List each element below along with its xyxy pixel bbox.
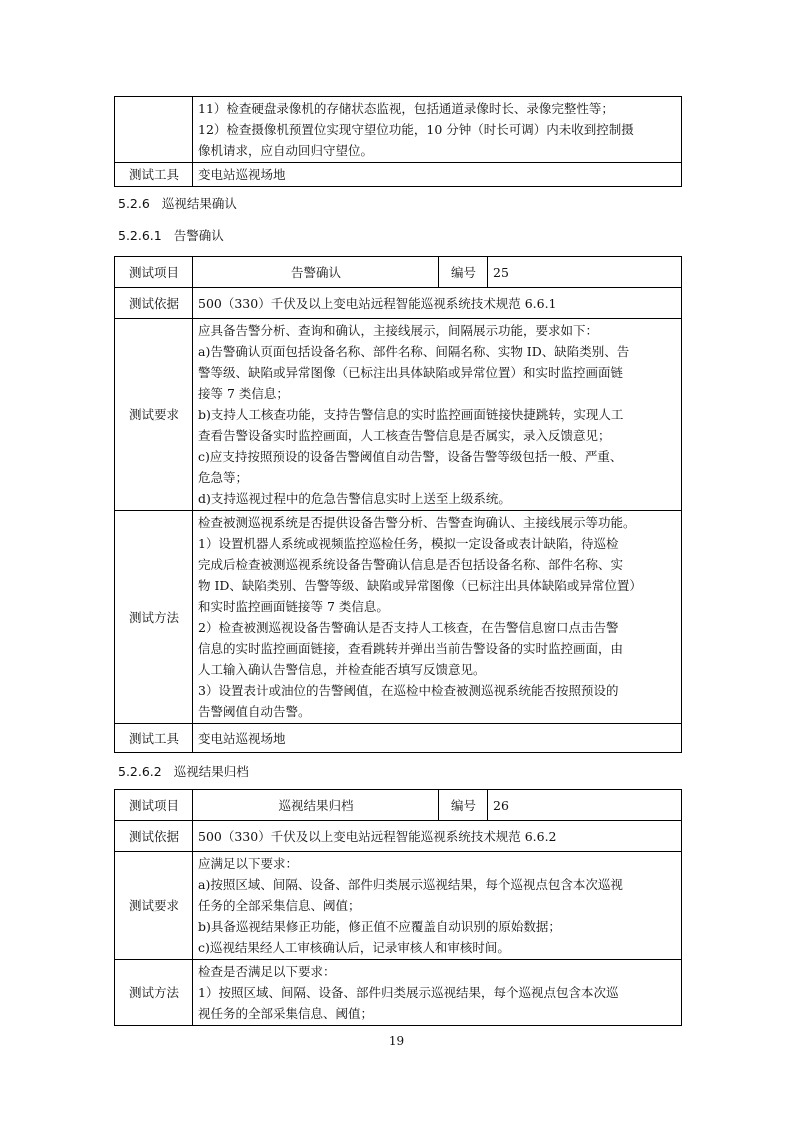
content-line: 和实时监控画面链接等 7 类信息。 xyxy=(198,599,389,614)
content-line: 接等 7 类信息； xyxy=(198,386,289,401)
section-title: 巡视结果归档 xyxy=(173,764,249,779)
subsection-heading xyxy=(118,226,224,244)
content-line: 危急等； xyxy=(198,470,249,485)
content-line: c)巡视结果经人工审核确认后，记录审核人和审核时间。 xyxy=(198,940,510,955)
content-line: 警等级、缺陷或异常图像（已标注出具体缺陷或异常位置）和实时监控画面链 xyxy=(198,365,624,380)
content-line: 12）检查摄像机预置位实现守望位功能，10 分钟（时长可调）内未收到控制摄 xyxy=(198,122,634,137)
table-row xyxy=(115,821,682,852)
content-line: 2）检查被测巡视设备告警确认是否支持人工核查，在告警信息窗口点击告警 xyxy=(198,620,619,635)
requirement-content xyxy=(193,319,682,511)
table-row xyxy=(115,257,682,288)
content-line: 3）设置表计或油位的告警阈值，在巡检中检查被测巡视系统能否按照预设的 xyxy=(198,683,619,698)
item-value: 巡视结果归档 xyxy=(193,790,439,821)
table-row xyxy=(115,724,682,753)
number-value: 26 xyxy=(488,790,682,821)
table-row xyxy=(115,288,682,319)
number-value: 25 xyxy=(488,257,682,288)
basis-value: 500（330）千伏及以上变电站远程智能巡视系统技术规范 6.6.1 xyxy=(193,288,682,319)
tool-value: 变电站巡视场地 xyxy=(193,724,682,753)
tool-value: 变电站巡视场地 xyxy=(193,163,682,187)
content-line: 检查是否满足以下要求： xyxy=(198,964,336,979)
table-row xyxy=(115,960,682,1026)
content-line: 完成后检查被测巡视系统设备告警确认信息是否包括设备名称、部件名称、实 xyxy=(198,557,624,572)
requirement-label: 测试要求 xyxy=(115,852,193,960)
content-line: a)按照区域、间隔、设备、部件归类展示巡视结果，每个巡视点包含本次巡视 xyxy=(198,877,623,892)
item-label: 测试项目 xyxy=(115,790,193,821)
content-line: 像机请求，应自动回归守望位。 xyxy=(198,143,374,158)
item-value: 告警确认 xyxy=(193,257,439,288)
content-line: c)应支持按照预设的设备告警阈值自动告警，设备告警等级包括一般、严重、 xyxy=(198,449,623,464)
empty-label-cell xyxy=(115,97,193,163)
content-line: 信息的实时监控画面链接，查看跳转并弹出当前告警设备的实时监控画面，由 xyxy=(198,641,624,656)
content-line: 视任务的全部采集信息、阈值； xyxy=(198,1006,374,1021)
test-table-25 xyxy=(114,256,682,753)
item-label: 测试项目 xyxy=(115,257,193,288)
content-line: 11）检查硬盘录像机的存储状态监视，包括通道录像时长、录像完整性等； xyxy=(198,101,614,116)
content-line: b)支持人工核查功能，支持告警信息的实时监控画面链接快捷跳转，实现人工 xyxy=(198,407,624,422)
content-line: 1）按照区域、间隔、设备、部件归类展示巡视结果，每个巡视点包含本次巡 xyxy=(198,985,619,1000)
tool-label: 测试工具 xyxy=(115,163,193,187)
content-line: 任务的全部采集信息、阈值； xyxy=(198,898,361,913)
section-number: 5.2.6 xyxy=(118,196,150,211)
content-line: a)告警确认页面包括设备名称、部件名称、间隔名称、实物 ID、缺陷类别、告 xyxy=(198,344,630,359)
tool-label: 测试工具 xyxy=(115,724,193,753)
section-number: 5.2.6.1 xyxy=(118,228,162,243)
content-line: 物 ID、缺陷类别、告警等级、缺陷或异常图像（已标注出具体缺陷或异常位置） xyxy=(198,578,642,593)
table-row xyxy=(115,163,682,187)
method-label: 测试方法 xyxy=(115,511,193,724)
number-label: 编号 xyxy=(439,257,488,288)
content-line: 查看告警设备实时监控画面，人工核查告警信息是否属实，录入反馈意见； xyxy=(198,428,611,443)
table-row xyxy=(115,97,682,163)
content-line: 告警阈值自动告警。 xyxy=(198,704,311,719)
number-label: 编号 xyxy=(439,790,488,821)
content-line: 应具备告警分析、查询和确认，主接线展示，间隔展示功能，要求如下： xyxy=(198,323,599,338)
subsection-heading xyxy=(118,762,249,780)
section-heading xyxy=(118,194,237,212)
content-line: 1）设置机器人系统或视频监控巡检任务，模拟一定设备或表计缺陷，待巡检 xyxy=(198,536,619,551)
section-title: 告警确认 xyxy=(173,228,224,243)
content-line: 检查被测巡视系统是否提供设备告警分析、告警查询确认、主接线展示等功能。 xyxy=(198,515,636,530)
content-line: d)支持巡视过程中的危急告警信息实时上送至上级系统。 xyxy=(198,491,511,506)
content-line: b)具备巡视结果修正功能，修正值不应覆盖自动识别的原始数据； xyxy=(198,919,561,934)
section-title: 巡视结果确认 xyxy=(161,196,237,211)
content-line: 应满足以下要求： xyxy=(198,856,299,871)
test-table-26 xyxy=(114,789,682,1026)
method-content xyxy=(193,960,682,1026)
basis-value: 500（330）千伏及以上变电站远程智能巡视系统技术规范 6.6.2 xyxy=(193,821,682,852)
table-row xyxy=(115,511,682,724)
requirement-label: 测试要求 xyxy=(115,319,193,511)
page-number: 19 xyxy=(388,1034,405,1048)
continued-content-cell xyxy=(193,97,682,163)
requirement-content xyxy=(193,852,682,960)
section-number: 5.2.6.2 xyxy=(118,764,162,779)
method-content xyxy=(193,511,682,724)
table-row xyxy=(115,852,682,960)
basis-label: 测试依据 xyxy=(115,821,193,852)
table-row xyxy=(115,790,682,821)
continued-table xyxy=(114,96,682,187)
basis-label: 测试依据 xyxy=(115,288,193,319)
table-row xyxy=(115,319,682,511)
content-line: 人工输入确认告警信息，并检查能否填写反馈意见。 xyxy=(198,662,486,677)
method-label: 测试方法 xyxy=(115,960,193,1026)
